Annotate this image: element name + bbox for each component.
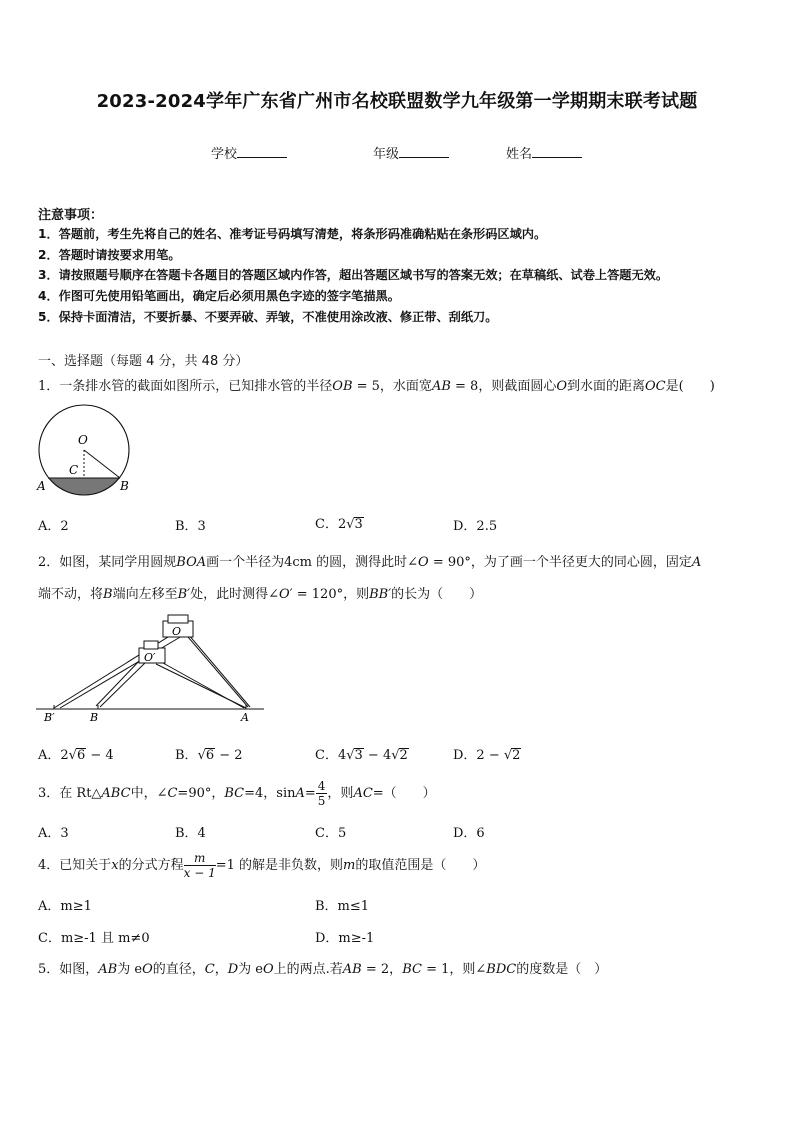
q1-option-a[interactable]: A．2: [38, 519, 69, 534]
q2-option-c-radicand: 2: [399, 748, 408, 763]
label-b: B: [90, 711, 99, 724]
q4-option-d[interactable]: D．m≥-1: [315, 931, 375, 946]
q4-fraction-denominator: x − 1: [183, 866, 216, 880]
grade-blank: [399, 145, 449, 158]
q3-fraction-denominator: 5: [317, 794, 326, 808]
q2-text: = 90°，为了画一个半径更大的同心圆，固定: [428, 555, 692, 570]
compass-leg: [100, 660, 148, 707]
question-1: [38, 375, 715, 394]
q5-var: BDC: [486, 962, 517, 977]
q2-text: 处，此时测得∠: [190, 587, 280, 602]
q5-text: 为 e: [238, 962, 263, 977]
q3-var: ABC: [101, 786, 131, 801]
q5-text: 上的两点.若: [273, 962, 343, 977]
q1-option-c-radicand: 3: [354, 517, 363, 532]
school-blank: [237, 145, 287, 158]
school-label: 学校: [211, 147, 238, 162]
q3-text: 3．在 Rt△: [38, 786, 102, 801]
question-2-line-2: [38, 583, 482, 602]
question-4: [38, 847, 485, 885]
grade-label: 年级: [373, 147, 400, 162]
q2-text: 2．如图，某同学用圆规: [38, 555, 177, 570]
q4-text: 的分式方程: [118, 858, 184, 873]
q2-var: B′: [177, 587, 191, 602]
compass-leg: [182, 630, 248, 707]
name-blank: [532, 145, 582, 158]
q3-var: A: [295, 786, 305, 801]
q1-var: OC: [645, 379, 666, 394]
label-b-prime: B′: [44, 711, 55, 724]
section-heading: 一、选择题（每题 4 分，共 48 分）: [38, 354, 249, 369]
q4-option-b[interactable]: B．m≤1: [315, 899, 370, 914]
q3-text: =（ ）: [372, 786, 436, 801]
radius-ob-line: [84, 450, 120, 478]
q3-var: BC: [224, 786, 245, 801]
school-field: [211, 143, 287, 162]
q4-fraction-numerator: m: [184, 851, 216, 866]
q2-option-b-text: − 2: [215, 748, 243, 763]
q1-option-d[interactable]: D．2.5: [453, 519, 498, 534]
q4-text: =1 的解是非负数，则: [215, 858, 344, 873]
q2-var: O: [418, 555, 429, 570]
note-item: 5．保持卡面清洁，不要折暴、不要弄破、弄皱，不准使用涂改液、修正带、刮纸刀。: [38, 310, 498, 324]
q2-option-b-text: B．: [175, 748, 198, 763]
q5-text: 为 e: [117, 962, 143, 977]
q3-text: =: [304, 786, 316, 801]
question-2-line-1: [38, 551, 701, 570]
q3-option-b[interactable]: B．4: [175, 826, 206, 841]
notes-heading: 注意事项：: [38, 208, 104, 223]
q1-option-b[interactable]: B．3: [175, 519, 206, 534]
q5-var: C: [204, 962, 215, 977]
q2-option-c-radicand: 3: [354, 748, 363, 763]
q2-text: 端不动，将: [38, 587, 104, 602]
compass-leg: [96, 658, 142, 706]
note-item: 2．答题时请按要求用笔。: [38, 248, 181, 262]
q5-text: 5．如图，: [38, 962, 99, 977]
q2-option-a-text: − 4: [86, 748, 114, 763]
q1-var: AB: [431, 379, 451, 394]
note-item: 4．作图可先使用铅笔画出，确定后必须用黑色字迹的签字笔描黑。: [38, 289, 400, 303]
name-label: 姓名: [506, 147, 533, 162]
q5-text: ，: [214, 962, 228, 977]
q2-option-a-text: A．2: [38, 748, 69, 763]
compass-handle: [168, 615, 188, 623]
q2-option-a-radicand: 6: [76, 748, 86, 763]
name-field: [506, 143, 582, 162]
q2-text: 的长为（ ）: [391, 587, 483, 602]
note-item: 1．答题前，考生先将自己的姓名、准考证号码填写清楚，将条形码准确粘贴在条形码区域内。: [38, 227, 547, 241]
q1-option-c-text: C．2: [315, 517, 347, 532]
question-3: [38, 775, 436, 813]
q3-text: ，则: [327, 786, 354, 801]
q2-option-d-radicand: 2: [512, 748, 521, 763]
q1-text: = 5，水面宽: [352, 379, 432, 394]
q3-text: =90°，: [177, 786, 225, 801]
q3-var: C: [167, 786, 178, 801]
q1-var: OB: [332, 379, 353, 394]
q1-text: 1．一条排水管的截面如图所示，已知排水管的半径: [38, 379, 333, 394]
q5-var: O: [142, 962, 153, 977]
q5-text: = 2，: [361, 962, 403, 977]
grade-field: [373, 143, 449, 162]
compass-leg: [188, 634, 250, 707]
q2-var: BB′: [369, 587, 392, 602]
q5-text: = 1，则∠: [421, 962, 487, 977]
compass-leg: [60, 636, 182, 708]
label-b: B: [120, 479, 129, 493]
q3-option-c[interactable]: C．5: [315, 826, 347, 841]
q2-var: O′: [279, 587, 293, 602]
label-o: O: [78, 433, 88, 447]
q2-text: 端向左移至: [112, 587, 178, 602]
q3-fraction: [316, 779, 328, 808]
q5-text: 的直径，: [152, 962, 205, 977]
q2-option-c[interactable]: C．4√3 − 4√2: [315, 748, 408, 763]
q3-fraction-numerator: 4: [317, 779, 326, 793]
note-item: 3．请按照题号顺序在答题卡各题目的答题区域内作答，超出答题区域书写的答案无效；在草稿纸、试卷上答题无效。: [38, 268, 669, 282]
label-o-prime: O′: [144, 651, 156, 664]
q1-text: 是( ): [665, 379, 715, 394]
q4-text: 的取值范围是（ ）: [355, 858, 486, 873]
q3-option-a[interactable]: A．3: [38, 826, 69, 841]
q5-var: D: [227, 962, 239, 977]
pipe-cross-section-figure: [36, 404, 136, 504]
q3-option-d[interactable]: D．6: [453, 826, 485, 841]
q1-option-c[interactable]: C．2√3: [315, 517, 363, 532]
page-title: 2023-2024学年广东省广州市名校联盟数学九年级第一学期期末联考试题: [96, 91, 698, 112]
q1-var: O: [556, 379, 567, 394]
q3-text: =4，sin: [244, 786, 296, 801]
q4-var: x: [111, 858, 119, 873]
q2-option-b-radicand: 6: [205, 748, 215, 763]
question-5: [38, 958, 607, 977]
q1-text: 到水面的距离: [567, 379, 646, 394]
q2-text: = 120°，则: [292, 587, 370, 602]
q2-option-c-text: C．4: [315, 748, 347, 763]
compass-figure: [36, 610, 266, 725]
q4-var: m: [343, 858, 356, 873]
label-o: O: [172, 625, 182, 638]
q4-fraction: [184, 851, 216, 880]
label-c: C: [69, 463, 79, 477]
q5-var: BC: [402, 962, 422, 977]
q3-text: 中，∠: [130, 786, 168, 801]
q2-option-d[interactable]: D．2 − √2: [453, 748, 521, 763]
q5-var: AB: [342, 962, 362, 977]
q2-var: B: [103, 587, 113, 602]
q5-text: 的度数是（ ）: [516, 962, 608, 977]
label-a: A: [37, 479, 46, 493]
q4-text: 4．已知关于: [38, 858, 112, 873]
q2-var: A: [691, 555, 702, 570]
label-a: A: [241, 711, 249, 724]
q2-text: 画一个半径为4cm 的圆，测得此时∠: [206, 555, 419, 570]
q4-option-c[interactable]: C．m≥-1 且 m≠0: [38, 931, 150, 946]
q2-var: BOA: [176, 555, 207, 570]
q2-option-d-text: D．2 −: [453, 748, 504, 763]
q1-text: = 8，则截面圆心: [450, 379, 557, 394]
q4-option-a[interactable]: A．m≥1: [38, 899, 92, 914]
q2-option-b[interactable]: B．√6 − 2: [175, 748, 243, 763]
q2-option-c-text: − 4: [363, 748, 392, 763]
compass-handle: [144, 641, 158, 649]
q5-var: AB: [98, 962, 118, 977]
q2-option-a[interactable]: A．2√6 − 4: [38, 748, 114, 763]
q3-var: AC: [353, 786, 373, 801]
q5-var: O: [262, 962, 274, 977]
